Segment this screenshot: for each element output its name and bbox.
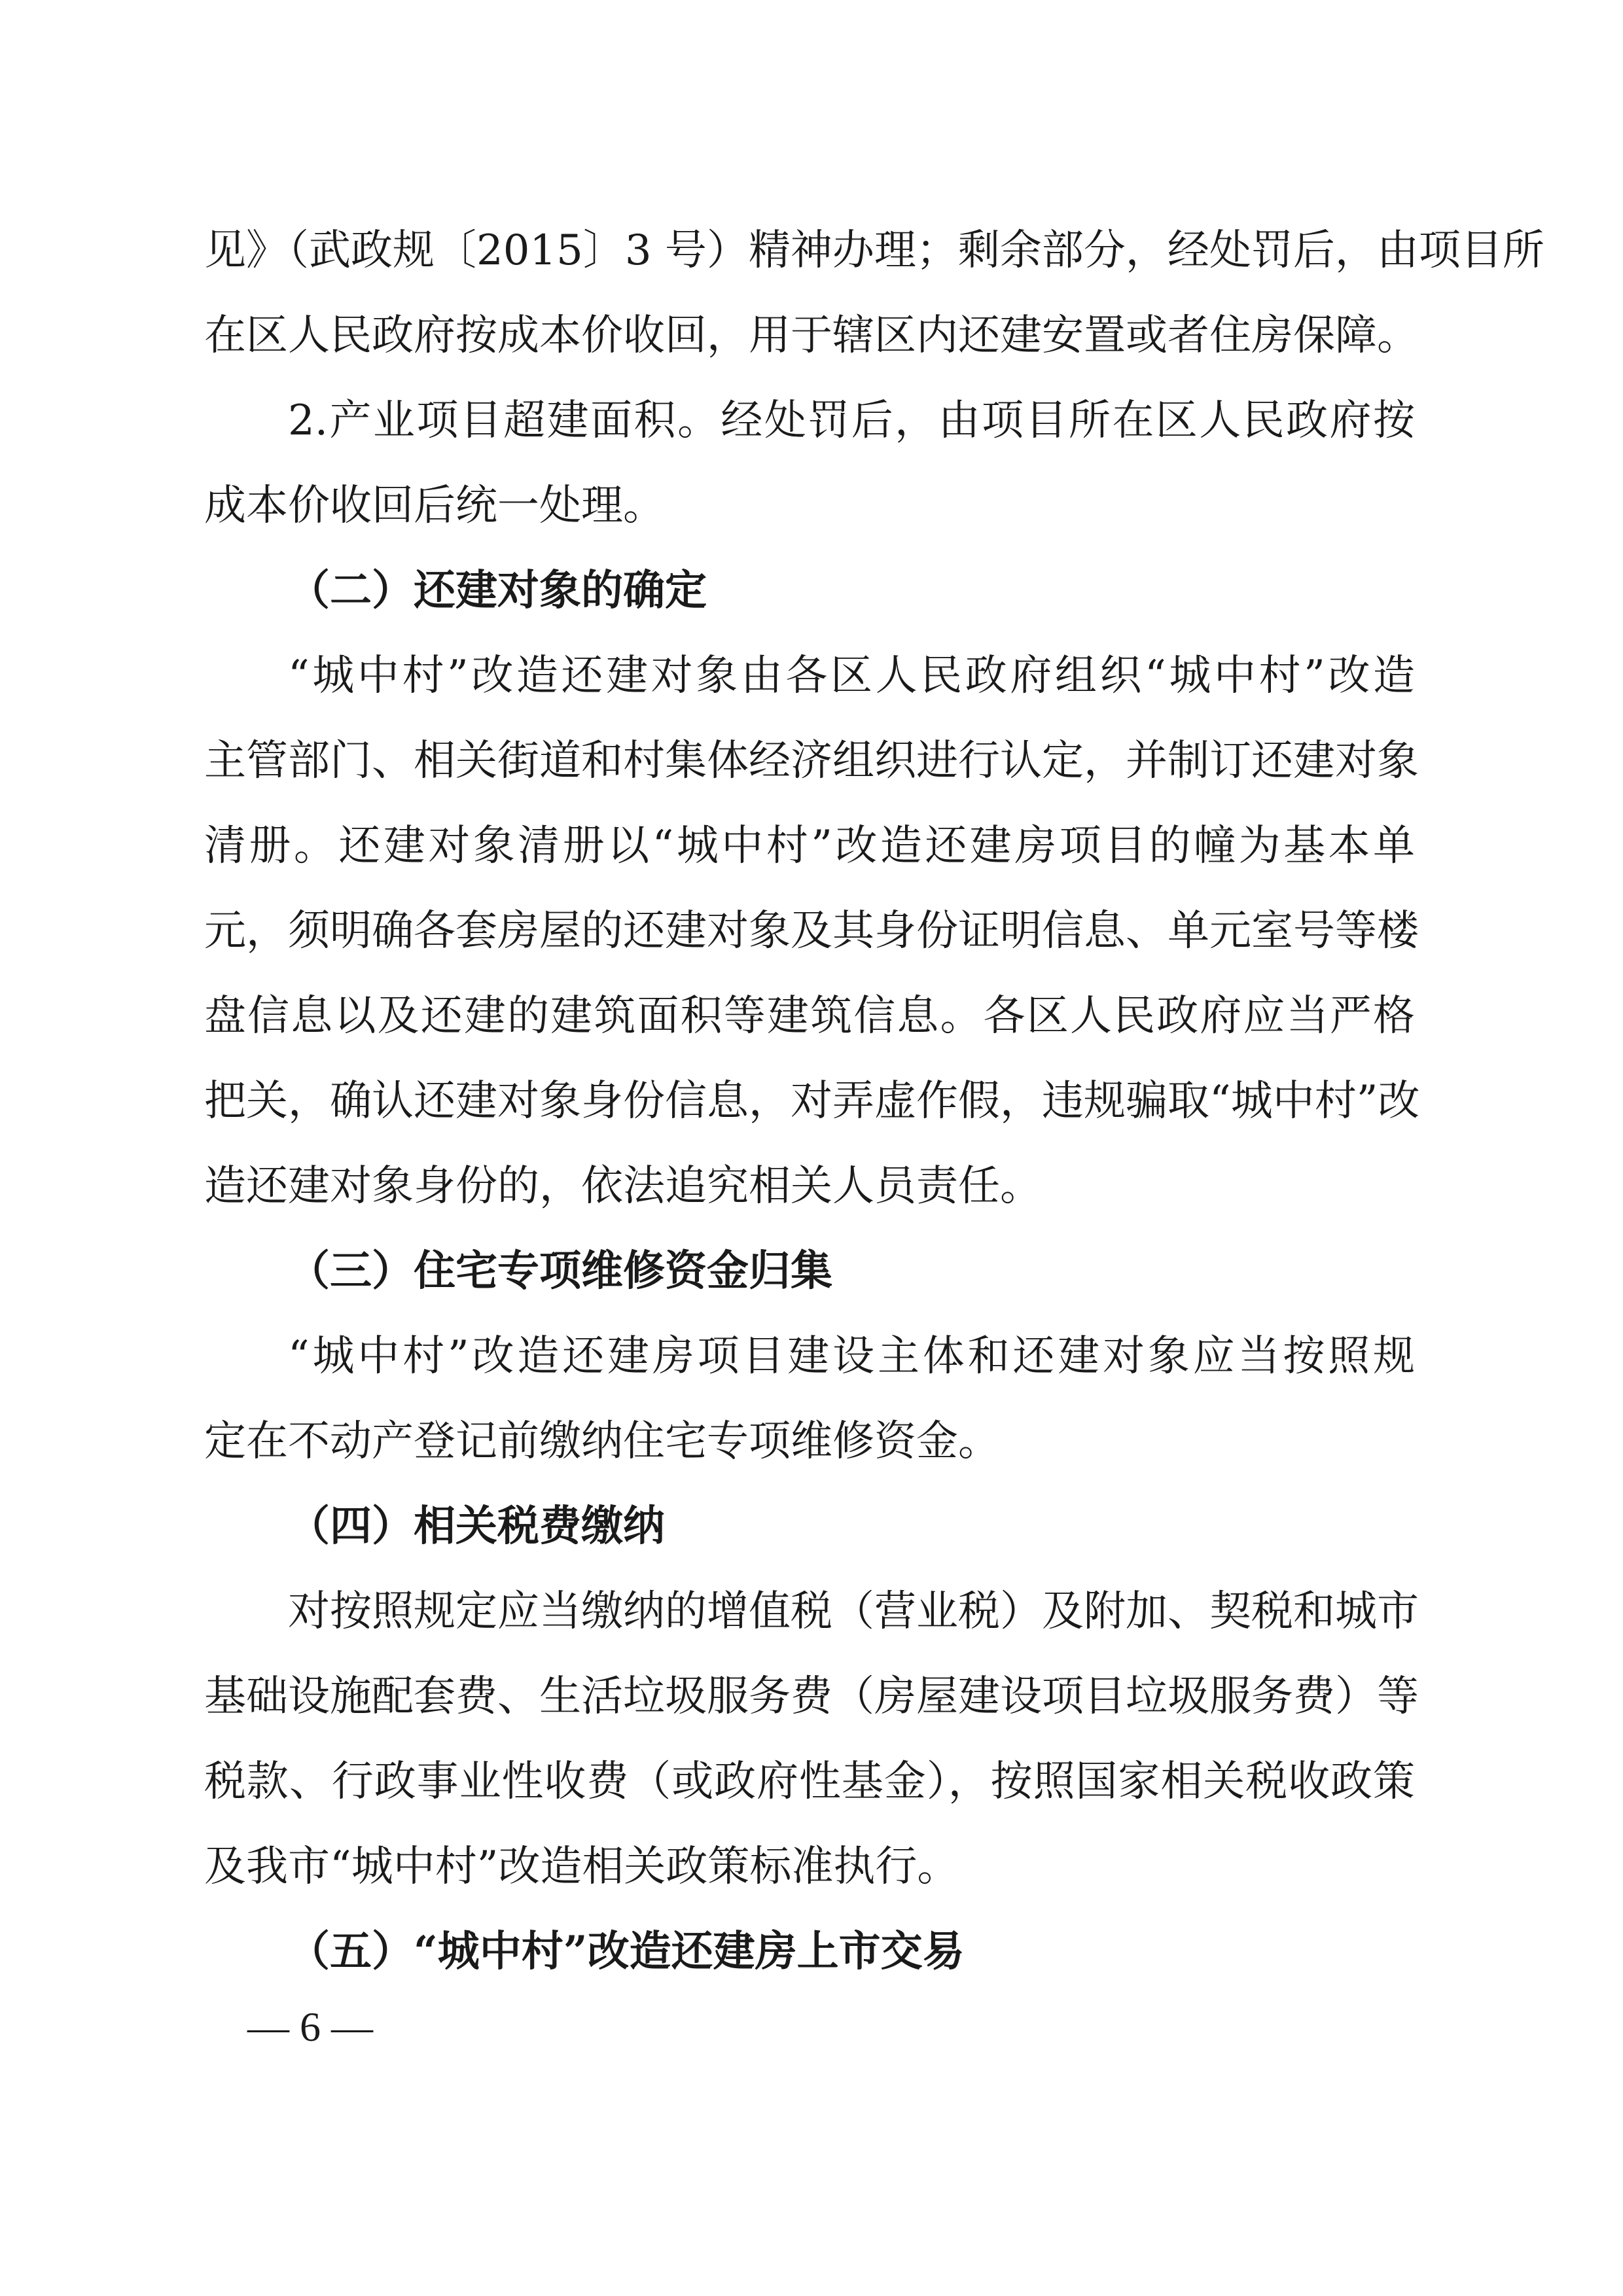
body-line: 及我市“城中村”改造相关政策标准执行。 [204, 1843, 959, 1891]
section-heading: （五）“城中村”改造还建房上市交易 [288, 1927, 965, 1976]
body-line: 在区人民政府按成本价收回，用于辖区内还建安置或者住房保障。 [204, 311, 1419, 360]
page-number: — 6 — [247, 2004, 373, 2050]
body-line: 对按照规定应当缴纳的增值税（营业税）及附加、契税和城市 [288, 1587, 1419, 1636]
body-line: 主管部门、相关街道和村集体经济组织进行认定，并制订还建对象 [204, 737, 1419, 785]
body-line: 造还建对象身份的，依法追究相关人员责任。 [204, 1162, 1042, 1210]
body-line: “城中村”改造还建对象由各区人民政府组织“城中村”改造 [288, 652, 1415, 700]
section-heading: （三）住宅专项维修资金归集 [288, 1246, 832, 1296]
section-heading: （四）相关税费缴纳 [288, 1502, 665, 1551]
body-line: 把关，确认还建对象身份信息，对弄虚作假，违规骗取“城中村”改 [204, 1077, 1420, 1125]
page-body [204, 208, 1544, 1994]
section-heading: （二）还建对象的确定 [288, 566, 707, 615]
body-line: 清册。还建对象清册以“城中村”改造还建房项目的幢为基本单 [204, 822, 1415, 870]
body-line: 元，须明确各套房屋的还建对象及其身份证明信息、单元室号等楼 [204, 907, 1419, 955]
body-line: 基础设施配套费、生活垃圾服务费（房屋建设项目垃圾服务费）等 [204, 1672, 1419, 1721]
body-line: 税款、行政事业性收费（或政府性基金），按照国家相关税收政策 [204, 1757, 1415, 1806]
body-line: 成本价收回后统一处理。 [204, 482, 665, 530]
body-line: 2.产业项目超建面积。经处罚后，由项目所在区人民政府按 [288, 397, 1415, 445]
body-line: “城中村”改造还建房项目建设主体和还建对象应当按照规 [288, 1332, 1415, 1381]
body-line: 见》（武政规〔2015〕3 号）精神办理；剩余部分，经处罚后，由项目所 [204, 226, 1544, 275]
body-line: 盘信息以及还建的建筑面积等建筑信息。各区人民政府应当严格 [204, 992, 1415, 1040]
body-line: 定在不动产登记前缴纳住宅专项维修资金。 [204, 1417, 1000, 1466]
